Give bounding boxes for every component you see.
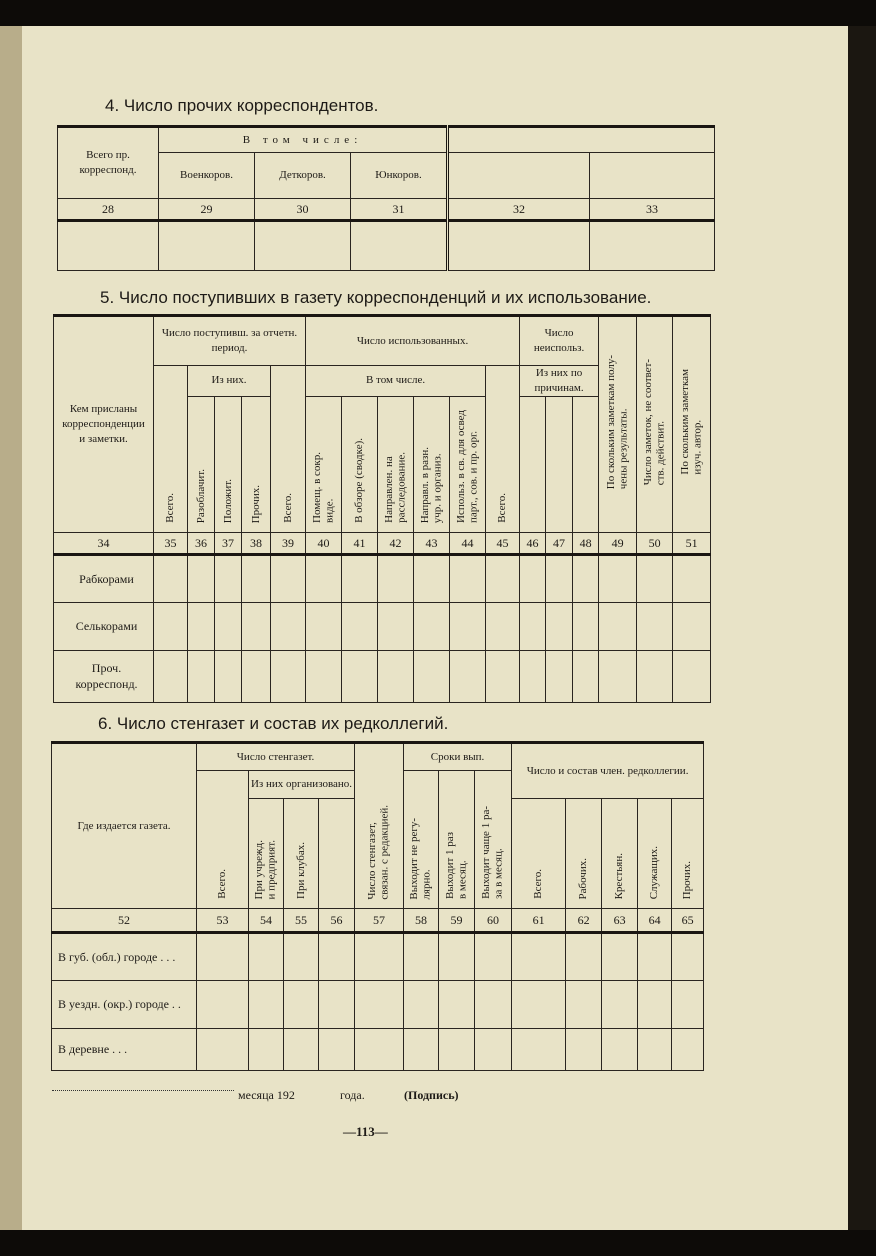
s5-col-number: 48 [573, 532, 599, 554]
s5-head-total-used: Всего. [271, 366, 306, 533]
s5-head-received: Число поступивш. за отчетн. период. [154, 316, 306, 366]
s6-cell [319, 1029, 355, 1071]
s5-cell [673, 602, 711, 650]
s5-cell [188, 554, 215, 602]
s5-cell [520, 650, 546, 702]
s4-head-empty [448, 127, 715, 153]
s6-cell [197, 933, 249, 981]
section-6-table [51, 741, 704, 1071]
s6-cell [672, 981, 704, 1029]
s5-cell [637, 602, 673, 650]
s6-cell [512, 933, 566, 981]
s6-cell [439, 933, 475, 981]
footer-signature: (Подпись) [404, 1088, 459, 1102]
s6-cell [404, 933, 439, 981]
s4-head-col33 [590, 153, 715, 199]
s5-cell [154, 650, 188, 702]
s6-cell [566, 981, 602, 1029]
s5-cell [271, 554, 306, 602]
s6-cell [439, 1029, 475, 1071]
s4-cell [590, 221, 715, 271]
s5-col-number: 45 [486, 532, 520, 554]
s5-col-number: 37 [215, 532, 242, 554]
s6-row-label: В деревне . . . [52, 1029, 197, 1071]
s4-head-total: Всего пр. корреспонд. [58, 127, 159, 199]
s5-head-total-received: Всего. [154, 366, 188, 533]
date-day-line [52, 1090, 234, 1091]
s6-cell [638, 981, 672, 1029]
section-4-title: 4. Число прочих корреспондентов. [105, 96, 379, 115]
s5-cell [673, 554, 711, 602]
s6-cell [602, 981, 638, 1029]
s6-cell [319, 981, 355, 1029]
s5-cell [414, 650, 450, 702]
s6-head-frequent: Выходит чаще 1 ра- за в месяц. [475, 771, 512, 909]
s5-cell [342, 650, 378, 702]
s6-cell [566, 1029, 602, 1071]
s5-head-reason-1 [520, 396, 546, 532]
s4-col-number: 33 [590, 199, 715, 221]
s6-cell [638, 1029, 672, 1071]
s5-cell [599, 554, 637, 602]
s5-col-number: 41 [342, 532, 378, 554]
s5-cell [378, 554, 414, 602]
s6-cell [404, 981, 439, 1029]
section-5-title: 5. Число поступивших в газету корреспонденций и их использование. [100, 288, 652, 307]
s5-cell [378, 650, 414, 702]
s5-head-positive: Положит. [215, 396, 242, 532]
s5-col-number: 44 [450, 532, 486, 554]
section-4-table [57, 125, 715, 271]
s5-cell [486, 602, 520, 650]
section-6-title: 6. Число стенгазет и состав их редколлегий. [98, 714, 449, 733]
s6-col-number: 56 [319, 909, 355, 933]
s5-head-who: Кем присланы корреспонденции и заметки. [54, 316, 154, 533]
s5-col-number: 38 [242, 532, 271, 554]
s4-head-yunkor: Юнкоров. [351, 153, 448, 199]
s4-col-number: 30 [255, 199, 351, 221]
s6-head-terms: Сроки вып. [404, 743, 512, 771]
s6-cell [512, 1029, 566, 1071]
s6-head-clubs: При клубах. [284, 799, 319, 909]
s6-cell [284, 933, 319, 981]
s5-cell [546, 554, 573, 602]
s5-cell [242, 554, 271, 602]
footer-year: года. [340, 1088, 365, 1102]
page-number: —113— [343, 1124, 388, 1139]
s5-cell [188, 602, 215, 650]
s5-head-author: По скольким заметкам изуч. автор. [673, 316, 711, 533]
s6-col-number: 61 [512, 909, 566, 933]
s6-col-number: 63 [602, 909, 638, 933]
s5-cell [637, 554, 673, 602]
s5-cell [450, 554, 486, 602]
s5-row-label: Проч. корреспонд. [54, 650, 154, 702]
s6-cell [197, 1029, 249, 1071]
s5-cell [154, 554, 188, 602]
s6-head-org-empty [319, 799, 355, 909]
s5-cell [599, 650, 637, 702]
s6-cell [249, 1029, 284, 1071]
s5-head-unused: Число неиспольз. [520, 316, 599, 366]
s5-cell [486, 554, 520, 602]
s6-cell [439, 981, 475, 1029]
s5-cell [342, 602, 378, 650]
s5-cell [599, 602, 637, 650]
s5-head-in-that: В том числе. [306, 366, 486, 397]
s5-col-number: 36 [188, 532, 215, 554]
page-edge [848, 26, 876, 1230]
s6-head-employees: Служащих. [638, 799, 672, 909]
s5-col-number: 34 [54, 532, 154, 554]
s4-cell [159, 221, 255, 271]
s4-head-col32 [448, 153, 590, 199]
s6-cell [355, 1029, 404, 1071]
s6-cell [355, 933, 404, 981]
s5-col-number: 47 [546, 532, 573, 554]
s4-col-number: 31 [351, 199, 448, 221]
section-5-table [53, 314, 711, 703]
s5-cell [271, 650, 306, 702]
s5-cell [215, 650, 242, 702]
s5-head-of-them: Из них. [188, 366, 271, 397]
s4-col-number: 28 [58, 199, 159, 221]
s4-cell [58, 221, 159, 271]
s6-cell [602, 1029, 638, 1071]
s5-head-institutions: Направл. в разн. учр. и организ. [414, 396, 450, 532]
s6-col-number: 62 [566, 909, 602, 933]
s5-col-number: 35 [154, 532, 188, 554]
s5-head-used: Число использованных. [306, 316, 520, 366]
s5-cell [573, 554, 599, 602]
s6-col-number: 57 [355, 909, 404, 933]
s6-cell [284, 1029, 319, 1071]
s5-head-other: Прочих. [242, 396, 271, 532]
s6-col-number: 65 [672, 909, 704, 933]
s6-col-number: 53 [197, 909, 249, 933]
s5-head-mismatch: Число заметок, не соответ- ств. действит. [637, 316, 673, 533]
s5-col-number: 43 [414, 532, 450, 554]
s5-col-number: 42 [378, 532, 414, 554]
s6-col-number: 59 [439, 909, 475, 933]
s6-head-members-total: Всего. [512, 799, 566, 909]
s5-cell [242, 602, 271, 650]
s5-cell [271, 602, 306, 650]
s4-head-in-that: В том числе: [159, 127, 448, 153]
s5-cell [342, 554, 378, 602]
s5-head-investigation: Направлен. на расследование. [378, 396, 414, 532]
s6-head-workers: Рабочих. [566, 799, 602, 909]
s6-head-others: Прочих. [672, 799, 704, 909]
s5-cell [306, 602, 342, 650]
s6-col-number: 52 [52, 909, 197, 933]
s6-col-number: 54 [249, 909, 284, 933]
s5-head-information: Использ. в св. для освед парт., сов. и пр. орг. [450, 396, 486, 532]
s5-cell [520, 602, 546, 650]
s5-cell [242, 650, 271, 702]
s5-cell [188, 650, 215, 702]
s5-head-reasons: Из них по причинам. [520, 366, 599, 397]
s5-col-number: 46 [520, 532, 546, 554]
s6-cell [404, 1029, 439, 1071]
s6-cell [475, 981, 512, 1029]
s6-cell [475, 933, 512, 981]
s6-cell [284, 981, 319, 1029]
s6-head-organized: Из них организовано. [249, 771, 355, 799]
s4-col-number: 32 [448, 199, 590, 221]
s5-cell [306, 554, 342, 602]
s6-head-linked: Число стенгазет, связан. с редакцией. [355, 743, 404, 909]
s5-cell [414, 602, 450, 650]
s4-head-voenkor: Военкоров. [159, 153, 255, 199]
s6-col-number: 55 [284, 909, 319, 933]
s5-cell [378, 602, 414, 650]
s4-cell [448, 221, 590, 271]
s5-head-exposing: Разоблачит. [188, 396, 215, 532]
s5-head-reason-3 [573, 396, 599, 532]
s6-head-count: Число стенгазет. [197, 743, 355, 771]
s5-col-number: 51 [673, 532, 711, 554]
s5-cell [414, 554, 450, 602]
s5-col-number: 39 [271, 532, 306, 554]
s6-cell [197, 981, 249, 1029]
s6-head-total: Всего. [197, 771, 249, 909]
s5-cell [215, 554, 242, 602]
s5-cell [520, 554, 546, 602]
s6-cell [672, 1029, 704, 1071]
s5-row-label: Рабкорами [54, 554, 154, 602]
s5-head-short-form: Помещ. в сокр. виде. [306, 396, 342, 532]
s5-head-used-total: Всего. [486, 366, 520, 533]
s6-cell [319, 933, 355, 981]
s4-cell [351, 221, 448, 271]
s5-col-number: 40 [306, 532, 342, 554]
s6-col-number: 58 [404, 909, 439, 933]
book-spine [0, 26, 22, 1230]
s6-cell [566, 933, 602, 981]
s6-cell [249, 933, 284, 981]
s5-col-number: 49 [599, 532, 637, 554]
s6-cell [512, 981, 566, 1029]
s5-cell [215, 602, 242, 650]
s5-row-label: Селькорами [54, 602, 154, 650]
s5-cell [637, 650, 673, 702]
s5-cell [450, 650, 486, 702]
s6-cell [355, 981, 404, 1029]
s6-head-where: Где издается газета. [52, 743, 197, 909]
s6-col-number: 60 [475, 909, 512, 933]
s5-cell [306, 650, 342, 702]
s5-head-reason-2 [546, 396, 573, 532]
s5-cell [573, 650, 599, 702]
s5-cell [450, 602, 486, 650]
s6-row-label: В губ. (обл.) городе . . . [52, 933, 197, 981]
s5-col-number: 50 [637, 532, 673, 554]
s6-head-irregular: Выходит не регу- лярно. [404, 771, 439, 909]
s5-cell [573, 602, 599, 650]
s6-col-number: 64 [638, 909, 672, 933]
s6-cell [602, 933, 638, 981]
footer-month: месяца 192 [238, 1088, 295, 1102]
s6-cell [638, 933, 672, 981]
s6-cell [475, 1029, 512, 1071]
s5-cell [546, 602, 573, 650]
s5-cell [154, 602, 188, 650]
s6-row-label: В уездн. (окр.) городе . . [52, 981, 197, 1029]
s5-cell [486, 650, 520, 702]
s6-head-peasants: Крестьян. [602, 799, 638, 909]
s6-cell [249, 981, 284, 1029]
s6-head-enterprises: При учрежд. и предприят. [249, 799, 284, 909]
s4-head-detkor: Деткоров. [255, 153, 351, 199]
s4-col-number: 29 [159, 199, 255, 221]
s6-cell [672, 933, 704, 981]
s4-cell [255, 221, 351, 271]
s5-cell [546, 650, 573, 702]
s5-head-review: В обзоре (сводке). [342, 396, 378, 532]
s5-head-results: По скольким заметкам полу- чены результаты. [599, 316, 637, 533]
s6-head-members: Число и состав член. редколлегии. [512, 743, 704, 799]
s6-head-monthly: Выходит 1 раз в месяц. [439, 771, 475, 909]
s5-cell [673, 650, 711, 702]
